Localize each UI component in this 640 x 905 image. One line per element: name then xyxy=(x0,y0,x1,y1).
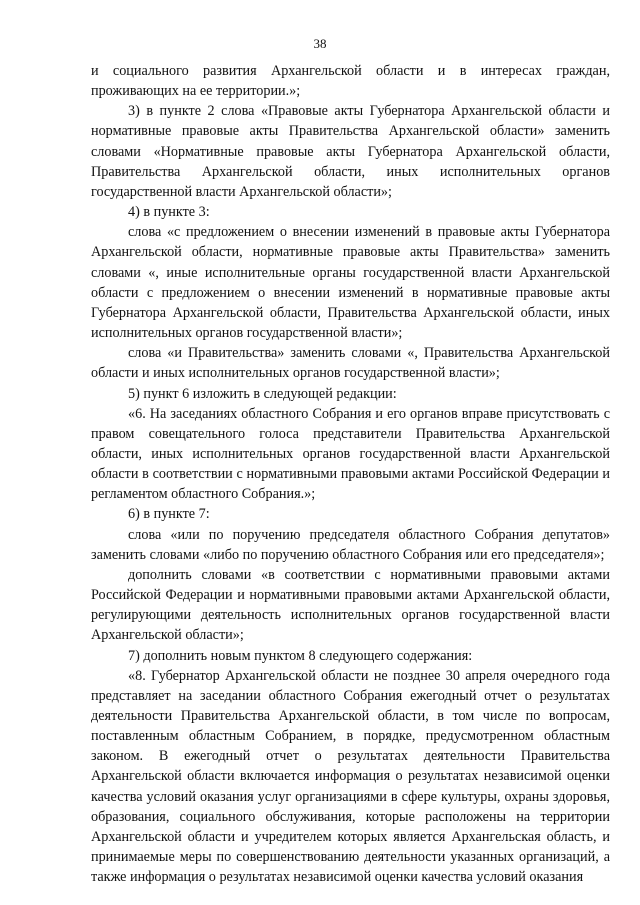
paragraph-item-4-heading: 4) в пункте 3: xyxy=(128,204,210,221)
paragraph-item-6-addition: дополнить словами «в соответствии с нормативными правовыми актами Российской Федерации и нормативными правовыми актами Архангельской области, регулирующими деятельность исполнительных органов государственной власти Архангельской области»; xyxy=(91,566,610,644)
paragraph-item-7-heading: 7) дополнить новым пунктом 8 следующего содержания: xyxy=(128,647,473,664)
paragraph-item-4-words-1: слова «с предложением о внесении изменений в правовые акты Губернатора Архангельской области, нормативные правовые акты Правительства» заменить словами «, иные исполнительные органы государственной власти Архангельской области с предложением о внесении изменений в нормативные правовые акты Губернатора Архангельской области, Правительства Архангельской области, иных исполнительных органов государственной власти»; xyxy=(91,224,610,342)
paragraph-item-7-text: «8. Губернатор Архангельской области не позднее 30 апреля очередного года представляет на заседании областного Собрания ежегодный отчет о результатах деятельности Правительства Архангельской области, в том числе по вопросам, поставленным областным Собранием, в порядке, предусмотренном областным законом. В ежегодный отчет о результатах деятельности Правительства Архангельской области включается информация о результатах независимой оценки качества условий оказания услуг организациями в сфере культуры, охраны здоровья, образования, социального обслуживания, которые расположены на территории Архангельской области и учредителем которых является Архангельская область, и принимаемые меры по совершенствованию деятельности указанных организаций, а также информация о результатах независимой оценки качества условий оказания xyxy=(91,667,610,886)
paragraph-item-3: 3) в пункте 2 слова «Правовые акты Губернатора Архангельской области и нормативные правовые акты Правительства Архангельской области» заменить словами «Нормативные правовые акты Губернатора Архангельской области, Правительства Архангельской области, иных исполнительных органов государственной власти Архангельской области»; xyxy=(91,103,610,200)
paragraph-continuation: и социального развития Архангельской области и в интересах граждан, проживающих на ее территории.»; xyxy=(91,63,610,100)
document-body xyxy=(91,61,610,887)
paragraph-item-4-words-2: слова «и Правительства» заменить словами «, Правительства Архангельской области и иных исполнительных органов государственной власти»; xyxy=(91,345,610,382)
paragraph-item-5-heading: 5) пункт 6 изложить в следующей редакции: xyxy=(128,385,397,402)
paragraph-item-5-text: «6. На заседаниях областного Собрания и его органов вправе присутствовать с правом совещательного голоса представители Правительства Архангельской области, иных исполнительных органов государственной власти Архангельской области в соответствии с нормативными правовыми актами Российской Федерации и регламентом областного Собрания.»; xyxy=(91,405,610,503)
paragraph-item-6-words: слова «или по поручению председателя областного Собрания депутатов» заменить словами «либо по поручению областного Собрания или его председателя»; xyxy=(91,526,610,563)
page-number: 38 xyxy=(313,36,327,51)
paragraph-item-6-heading: 6) в пункте 7: xyxy=(128,506,210,523)
